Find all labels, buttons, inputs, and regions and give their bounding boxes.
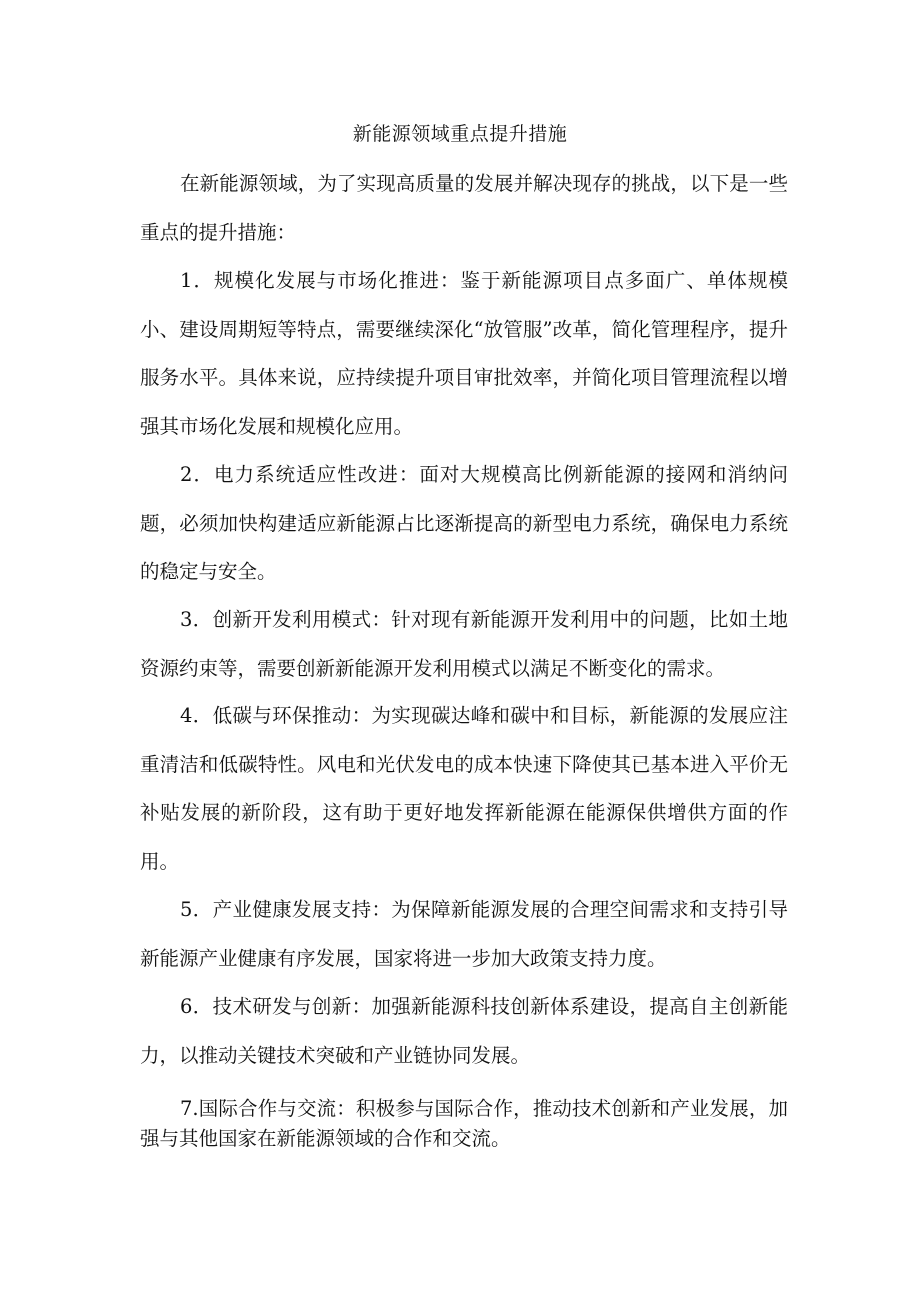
- item-text: ．电力系统适应性改进：面对大规模高比例新能源的接网和消纳问题，必须加快构建适应新能源占比逐渐提高的新型电力系统，确保电力系统的稳定与安全。: [140, 463, 788, 583]
- list-item-3: [140, 596, 788, 693]
- item-text: ．技术研发与创新：加强新能源科技创新体系建设，提高自主创新能力，以推动关键技术突破和产业链协同发展。: [140, 995, 788, 1067]
- item-number: 3: [180, 608, 193, 631]
- document-title: 新能源领域重点提升措施: [352, 123, 568, 145]
- list-item-1: [140, 257, 788, 451]
- item-number: 6: [180, 995, 193, 1018]
- item-text: 国际合作与交流：积极参与国际合作，推动技术创新和产业发展，加强与其他国家在新能源领域的合作和交流。: [140, 1097, 788, 1150]
- item-number: 4: [180, 704, 193, 727]
- item-text: ．低碳与环保推动：为实现碳达峰和碳中和目标，新能源的发展应注重清洁和低碳特性。风电和光伏发电的成本快速下降使其已基本进入平价无补贴发展的新阶段，这有助于更好地发挥新能源在能源保供增供方面的作用。: [140, 704, 788, 873]
- list-item-6: [140, 983, 788, 1080]
- item-text: ．创新开发利用模式：针对现有新能源开发利用中的问题，比如土地资源约束等，需要创新新能源开发利用模式以满足不断变化的需求。: [140, 608, 788, 680]
- item-number: 7.: [180, 1097, 199, 1120]
- item-number: 5: [180, 898, 193, 921]
- item-text: ．产业健康发展支持：为保障新能源发展的合理空间需求和支持引导新能源产业健康有序发展，国家将进一步加大政策支持力度。: [140, 898, 788, 970]
- item-text: ．规模化发展与市场化推进：鉴于新能源项目点多面广、单体规模小、建设周期短等特点，需要继续深化“放管服”改革，简化管理程序，提升服务水平。具体来说，应持续提升项目审批效率，并简化项目管理流程以增强其市场化发展和规模化应用。: [140, 269, 788, 438]
- list-item-4: [140, 692, 788, 886]
- list-item-7: [140, 1094, 788, 1154]
- list-item-5: [140, 886, 788, 983]
- intro-paragraph: 在新能源领域，为了实现高质量的发展并解决现存的挑战，以下是一些重点的提升措施：: [140, 172, 788, 244]
- list-item-2: [140, 451, 788, 597]
- item-number: 2: [180, 463, 193, 486]
- item-number: 1: [180, 269, 193, 292]
